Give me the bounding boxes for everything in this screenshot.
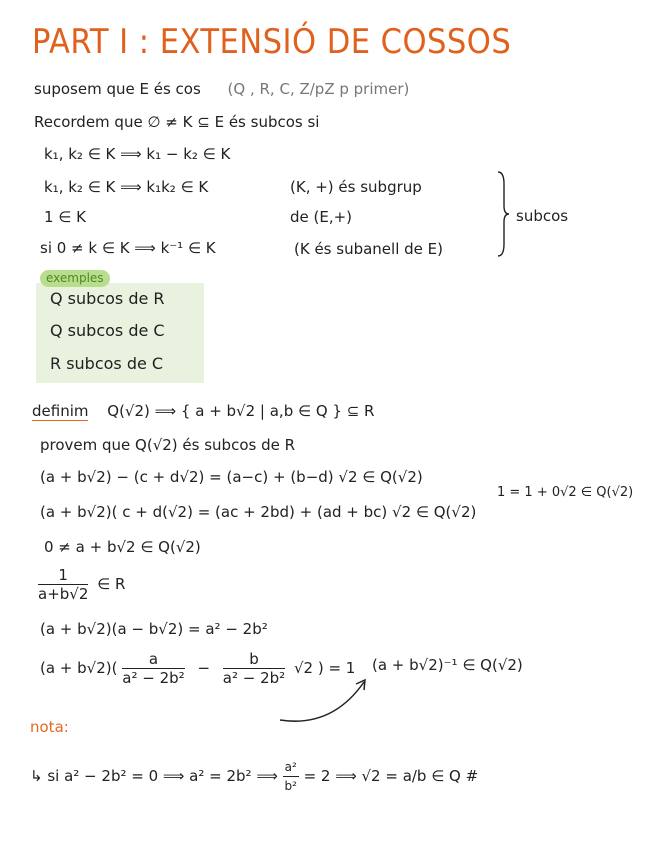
fraction-a-num: a xyxy=(122,650,184,669)
line5-end: √2 ) = 1 xyxy=(293,659,356,677)
inverse-line xyxy=(38,566,125,603)
fraction-b-den: a² − 2b² xyxy=(222,669,286,687)
definition-text: Q(√2) ⟹ { a + b√2 | a,b ∈ Q } ⊆ R xyxy=(107,402,375,420)
proof-side-note: 1 = 1 + 0√2 ∈ Q(√2) xyxy=(497,485,634,500)
nota-frac-den: b² xyxy=(284,779,297,793)
prove-line: provem que Q(√2) és subcos de R xyxy=(40,436,296,454)
curved-arrow-icon xyxy=(276,672,372,728)
nota-start: ↳ si a² − 2b² = 0 ⟹ a² = 2b² ⟹ xyxy=(30,767,278,785)
example-item: Q subcos de R xyxy=(50,289,165,308)
definition-label: definim xyxy=(32,402,89,420)
right-brace-icon xyxy=(496,170,510,258)
proof-line-1: (a + b√2) − (c + d√2) = (a−c) + (b−d) √2 ∈ Q(√2) xyxy=(40,468,423,486)
definition-line xyxy=(32,402,374,420)
intro-text: suposem que E és cos xyxy=(34,80,201,98)
conclusion: (a + b√2)⁻¹ ∈ Q(√2) xyxy=(372,656,523,674)
example-item: R subcos de C xyxy=(50,354,164,373)
intro-line-1 xyxy=(34,80,409,98)
inverse-denominator: a+b√2 xyxy=(38,585,89,603)
fraction-b-num: b xyxy=(223,650,285,669)
subring-note: (K és subanell de E) xyxy=(294,240,443,258)
examples-tag: exemples xyxy=(40,270,110,287)
proof-line-3: 0 ≠ a + b√2 ∈ Q(√2) xyxy=(44,538,201,556)
line5-start: (a + b√2)( xyxy=(40,659,118,677)
nota-frac-num: a² xyxy=(283,758,299,777)
condition-4: si 0 ≠ k ∈ K ⟹ k⁻¹ ∈ K xyxy=(40,239,216,257)
inverse-tail: ∈ R xyxy=(97,575,126,593)
nota-label: nota: xyxy=(30,718,69,736)
subgroup-note-2: de (E,+) xyxy=(290,208,353,226)
minus-sign: − xyxy=(197,659,211,677)
fraction-a-den: a² − 2b² xyxy=(122,669,185,687)
condition-2: k₁, k₂ ∈ K ⟹ k₁k₂ ∈ K xyxy=(44,178,209,196)
intro-examples: (Q , R, C, Z/pZ p primer) xyxy=(227,80,410,98)
nota-end: = 2 ⟹ √2 = a/b ∈ Q # xyxy=(303,767,479,785)
example-item: Q subcos de C xyxy=(50,321,165,340)
subgroup-note: (K, +) és subgrup xyxy=(290,178,422,196)
nota-line xyxy=(30,758,478,795)
condition-1: k₁, k₂ ∈ K ⟹ k₁ − k₂ ∈ K xyxy=(44,145,231,163)
inverse-numerator: 1 xyxy=(38,566,88,585)
proof-line-4: (a + b√2)(a − b√2) = a² − 2b² xyxy=(40,620,268,638)
proof-line-2: (a + b√2)( c + d(√2) = (ac + 2bd) + (ad + bc) √2 ∈ Q(√2) xyxy=(40,503,477,521)
inverse-fraction xyxy=(38,566,88,603)
intro-line-2: Recordem que ∅ ≠ K ⊆ E és subcos si xyxy=(34,113,320,131)
fraction-a xyxy=(122,650,184,687)
condition-3: 1 ∈ K xyxy=(44,208,86,226)
brace-label: subcos xyxy=(516,207,569,225)
nota-fraction xyxy=(283,758,299,795)
page-title: PART I : EXTENSIÓ DE COSSOS xyxy=(32,22,512,62)
